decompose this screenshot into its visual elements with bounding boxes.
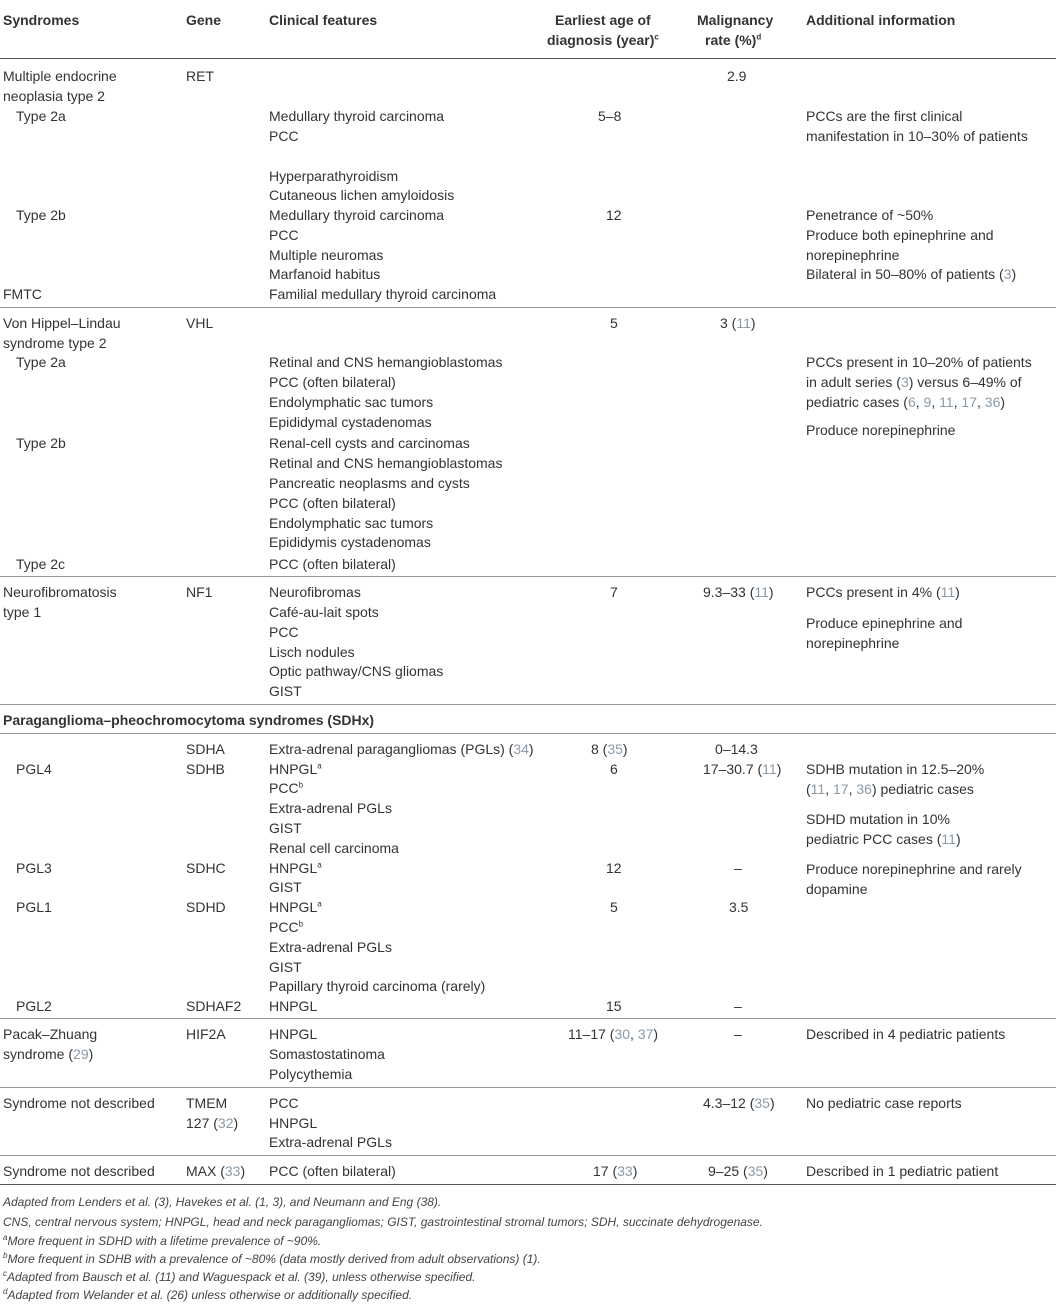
men2-name-1: Multiple endocrine <box>3 68 117 84</box>
pacak-gene: HIF2A <box>186 1026 226 1042</box>
feature: PCC <box>269 128 299 144</box>
sdha-malig: 0–14.3 <box>715 741 758 757</box>
feature: Extra-adrenal PGLs <box>269 939 392 955</box>
info: PCCs present in 10–20% of patients <box>806 354 1032 370</box>
men2-gene: RET <box>186 68 214 84</box>
feature: Marfanoid habitus <box>269 266 381 282</box>
vhl-name-2: syndrome type 2 <box>3 335 107 351</box>
row-divider <box>0 307 1056 308</box>
feature: Pancreatic neoplasms and cysts <box>269 475 470 491</box>
pgl2-label: PGL2 <box>16 998 52 1014</box>
feature: PCC$^b$ <box>269 919 304 935</box>
nf1-name-2: type 1 <box>3 604 42 620</box>
nf1-age: 7 <box>610 584 618 600</box>
pgl1-label: PGL1 <box>16 899 52 915</box>
info: PCCs present in 4% (11) <box>806 584 960 600</box>
pacak-name-1: Pacak–Zhuang <box>3 1026 98 1042</box>
table-bottom-rule <box>0 1184 1056 1185</box>
feature: Extra-adrenal paragangliomas (PGLs) (34) <box>269 741 534 757</box>
feature: HNPGL <box>269 998 318 1014</box>
men2-malig: 2.9 <box>727 68 747 84</box>
info: norepinephrine <box>806 635 900 651</box>
info: Produce both epinephrine and <box>806 227 994 243</box>
men2-type2b-age: 12 <box>606 207 622 223</box>
pgl4-label: PGL4 <box>16 761 52 777</box>
feature: PCC <box>269 624 299 640</box>
vhl-gene: VHL <box>186 315 214 331</box>
info: Described in 4 pediatric patients <box>806 1026 1006 1042</box>
pgl1-gene: SDHD <box>186 899 226 915</box>
vhl-malig: 3 (11) <box>720 315 756 331</box>
feature: Retinal and CNS hemangioblastomas <box>269 455 503 471</box>
info: SDHD mutation in 10% <box>806 811 950 827</box>
feature: Epididymal cystadenomas <box>269 414 432 430</box>
footnote-b: $^b$More frequent in SDHB with a prevalence of ~80% (data mostly derived from adult observations) (1). <box>3 1251 541 1266</box>
info: in adult series (3) versus 6–49% of <box>806 374 1022 390</box>
feature: PCC <box>269 1095 299 1111</box>
vhl-name-1: Von Hippel–Lindau <box>3 315 121 331</box>
vhl-age: 5 <box>610 315 618 331</box>
row-divider <box>0 576 1056 577</box>
header-syndromes: Syndromes <box>3 12 80 28</box>
feature: PCC (often bilateral) <box>269 495 396 511</box>
feature: Retinal and CNS hemangioblastomas <box>269 354 503 370</box>
feature: Multiple neuromas <box>269 247 384 263</box>
vhl-type2c: Type 2c <box>16 556 66 572</box>
vhl-type2a: Type 2a <box>16 354 66 370</box>
feature: GIST <box>269 879 302 895</box>
footnote-abbrev: CNS, central nervous system; HNPGL, head and neck paragangliomas; GIST, gastrointestinal stromal tumors; SDH, succinate dehydrogenase. <box>3 1215 763 1229</box>
info: Penetrance of ~50% <box>806 207 934 223</box>
men2-type2b: Type 2b <box>16 207 66 223</box>
feature: PCC (often bilateral) <box>269 374 396 390</box>
info: pediatric cases (6, 9, 11, 17, 36) <box>806 394 1006 410</box>
pgl3-malig: – <box>734 860 742 876</box>
feature: PCC (often bilateral) <box>269 556 396 572</box>
pgl2-age: 15 <box>606 998 622 1014</box>
pgl3-gene: SDHC <box>186 860 226 876</box>
pgl2-malig: – <box>734 998 742 1014</box>
footnote-adapted: Adapted from Lenders et al. (3), Havekes et al. (1, 3), and Neumann and Eng (38). <box>3 1195 442 1209</box>
max-age: 17 (33) <box>593 1163 638 1179</box>
max-malig: 9–25 (35) <box>708 1163 768 1179</box>
feature: Somastostatinoma <box>269 1046 385 1062</box>
header-malig-1: Malignancy <box>697 12 774 28</box>
info: No pediatric case reports <box>806 1095 962 1111</box>
info: Produce epinephrine and <box>806 615 963 631</box>
info: (11, 17, 36) pediatric cases <box>806 781 974 797</box>
row-divider <box>0 1155 1056 1156</box>
nf1-malig: 9.3–33 (11) <box>703 584 774 600</box>
info: SDHB mutation in 12.5–20% <box>806 761 985 777</box>
info: Bilateral in 50–80% of patients (3) <box>806 266 1017 282</box>
info: norepinephrine <box>806 247 900 263</box>
info: Described in 1 pediatric patient <box>806 1163 999 1179</box>
header-age-2: diagnosis (year)$^c$ <box>547 32 659 48</box>
pacak-age: 11–17 (30, 37) <box>568 1026 659 1042</box>
feature: PCC <box>269 227 299 243</box>
info: pediatric PCC cases (11) <box>806 831 961 847</box>
header-rule <box>0 58 1056 59</box>
sdha-age: 8 (35) <box>591 741 628 757</box>
feature: Neurofibromas <box>269 584 361 600</box>
header-clinical: Clinical features <box>269 12 378 28</box>
tmem-gene-2: 127 (32) <box>186 1115 239 1131</box>
info: dopamine <box>806 881 868 897</box>
feature: HNPGL$^a$ <box>269 899 322 915</box>
feature: Optic pathway/CNS gliomas <box>269 663 444 679</box>
feature: Lisch nodules <box>269 644 355 660</box>
feature: Extra-adrenal PGLs <box>269 1134 392 1150</box>
feature: Hyperparathyroidism <box>269 168 399 184</box>
feature: PCC (often bilateral) <box>269 1163 396 1179</box>
pgl2-gene: SDHAF2 <box>186 998 242 1014</box>
header-gene: Gene <box>186 12 222 28</box>
feature: HNPGL <box>269 1026 318 1042</box>
max-gene: MAX (33) <box>186 1163 246 1179</box>
nf1-name-1: Neurofibromatosis <box>3 584 117 600</box>
men2-name-2: neoplasia type 2 <box>3 88 105 104</box>
tmem-malig: 4.3–12 (35) <box>703 1095 775 1111</box>
feature: HNPGL$^a$ <box>269 761 322 777</box>
men2-fmtc: FMTC <box>3 286 42 302</box>
footnote-d: $^d$Adapted from Welander et al. (26) unless otherwise or additionally specified. <box>3 1287 413 1302</box>
pgl1-age: 5 <box>610 899 618 915</box>
feature: GIST <box>269 683 302 699</box>
info: Produce norepinephrine and rarely <box>806 861 1022 877</box>
feature: Papillary thyroid carcinoma (rarely) <box>269 978 486 994</box>
info: manifestation in 10–30% of patients <box>806 128 1028 144</box>
tmem-gene-1: TMEM <box>186 1095 228 1111</box>
feature: Medullary thyroid carcinoma <box>269 108 445 124</box>
feature: Renal cell carcinoma <box>269 840 399 856</box>
row-divider <box>0 704 1056 705</box>
feature: Familial medullary thyroid carcinoma <box>269 286 497 302</box>
max-name: Syndrome not described <box>3 1163 155 1179</box>
pgl4-age: 6 <box>610 761 618 777</box>
feature: Epididymis cystadenomas <box>269 534 431 550</box>
feature: Extra-adrenal PGLs <box>269 800 392 816</box>
pacak-malig: – <box>734 1026 742 1042</box>
feature: Endolymphatic sac tumors <box>269 394 434 410</box>
sdha-gene: SDHA <box>186 741 225 757</box>
nf1-gene: NF1 <box>186 584 213 600</box>
pgl1-malig: 3.5 <box>729 899 749 915</box>
men2-type2a-age: 5–8 <box>598 108 622 124</box>
pgl4-malig: 17–30.7 (11) <box>703 761 782 777</box>
row-divider <box>0 1087 1056 1088</box>
feature: Cutaneous lichen amyloidosis <box>269 187 455 203</box>
header-malig-2: rate (%)$^d$ <box>705 32 762 48</box>
header-additional: Additional information <box>806 12 956 28</box>
row-divider <box>0 733 1056 734</box>
feature: Medullary thyroid carcinoma <box>269 207 445 223</box>
info: PCCs are the first clinical <box>806 108 963 124</box>
men2-type2a: Type 2a <box>16 108 66 124</box>
feature: GIST <box>269 820 302 836</box>
footnote-c: $^c$Adapted from Bausch et al. (11) and Waguespack et al. (39), unless otherwise specified. <box>3 1269 476 1284</box>
info: Produce norepinephrine <box>806 422 956 438</box>
pacak-name-2: syndrome (29) <box>3 1046 94 1062</box>
tmem-name: Syndrome not described <box>3 1095 155 1111</box>
feature: HNPGL$^a$ <box>269 860 322 876</box>
pgl3-label: PGL3 <box>16 860 52 876</box>
feature: Polycythemia <box>269 1066 353 1082</box>
footnote-a: $^a$More frequent in SDHD with a lifetime prevalence of ~90%. <box>3 1233 322 1248</box>
feature: Endolymphatic sac tumors <box>269 515 434 531</box>
header-age-1: Earliest age of <box>555 12 651 28</box>
vhl-type2b: Type 2b <box>16 435 66 451</box>
pgl3-age: 12 <box>606 860 622 876</box>
pgl4-gene: SDHB <box>186 761 225 777</box>
feature: PCC$^b$ <box>269 780 304 796</box>
feature: Renal-cell cysts and carcinomas <box>269 435 470 451</box>
feature: HNPGL <box>269 1115 318 1131</box>
row-divider <box>0 1018 1056 1019</box>
feature: GIST <box>269 959 302 975</box>
sdhx-section-title: Paraganglioma–pheochromocytoma syndromes (SDHx) <box>3 712 375 728</box>
feature: Café-au-lait spots <box>269 604 379 620</box>
